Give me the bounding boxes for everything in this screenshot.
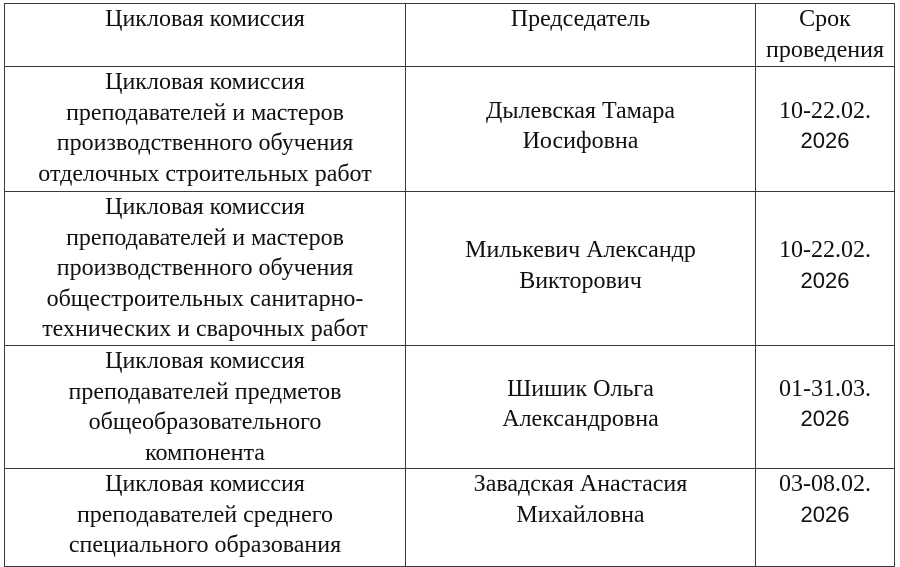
chair-cell: Милькевич Александр Викторович — [406, 192, 756, 346]
header-chair: Председатель — [406, 4, 756, 67]
term-cell: 01-31.03. 2026 — [756, 346, 895, 469]
commission-cell: Цикловая комиссия преподавателей и мастеров производственного обучения общестроительных санитарно- технических и сварочных работ — [5, 192, 406, 346]
term-cell: 03-08.02. 2026 — [756, 469, 895, 567]
commission-cell: Цикловая комиссия преподавателей среднего специального образования — [5, 469, 406, 567]
commission-schedule-table — [4, 3, 895, 567]
header-commission: Цикловая комиссия — [5, 4, 406, 67]
commission-cell: Цикловая комиссия преподавателей предметов общеобразовательного компонента — [5, 346, 406, 469]
header-term: Срок проведения — [756, 4, 895, 67]
chair-cell: Шишик Ольга Александровна — [406, 346, 756, 469]
table-row — [5, 192, 895, 346]
table-row — [5, 346, 895, 469]
term-cell: 10-22.02. 2026 — [756, 192, 895, 346]
document-page — [4, 3, 895, 567]
commission-cell: Цикловая комиссия преподавателей и мастеров производственного обучения отделочных строительных работ — [5, 67, 406, 192]
chair-cell: Дылевская Тамара Иосифовна — [406, 67, 756, 192]
term-cell: 10-22.02. 2026 — [756, 67, 895, 192]
table-row — [5, 469, 895, 567]
chair-cell: Завадская Анастасия Михайловна — [406, 469, 756, 567]
table-row — [5, 67, 895, 192]
table-header-row — [5, 4, 895, 67]
